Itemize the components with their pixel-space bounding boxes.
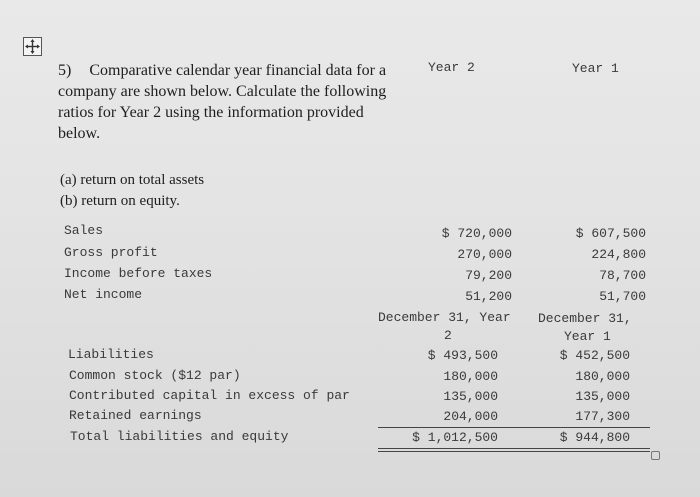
income-label-gross-profit: Gross profit xyxy=(64,245,158,260)
balance-label-retained-earnings: Retained earnings xyxy=(69,408,202,423)
balance-header-year1-line1: December 31, xyxy=(538,311,632,326)
balance-total-year2: $ 1,012,500 xyxy=(412,430,498,445)
income-label-income-before-taxes: Income before taxes xyxy=(64,266,213,281)
total-rule-top xyxy=(378,427,650,428)
income-before-taxes-year2: 79,200 xyxy=(465,268,512,283)
balance-label-liabilities: Liabilities xyxy=(68,347,154,362)
balance-header-year2-line2: 2 xyxy=(444,328,452,343)
part-a: (a) return on total assets xyxy=(60,172,205,188)
question-text: Comparative calendar year financial data for a company are shown below. Calculate the following ratios for Year 2 using the information provided below. xyxy=(58,62,387,142)
balance-common-stock-year2: 180,000 xyxy=(443,369,498,384)
income-label-sales: Sales xyxy=(64,223,104,238)
balance-retained-earnings-year1: 177,300 xyxy=(575,409,630,424)
income-net-income-year1: 51,700 xyxy=(599,289,646,304)
balance-liabilities-year1: $ 452,500 xyxy=(559,348,630,363)
income-gross-profit-year1: 224,800 xyxy=(591,247,646,262)
balance-total-year1: $ 944,800 xyxy=(559,430,630,445)
income-gross-profit-year2: 270,000 xyxy=(457,247,512,262)
balance-contributed-capital-year1: 135,000 xyxy=(575,389,630,404)
move-handle-icon[interactable] xyxy=(23,37,42,56)
question-number: 5) xyxy=(58,62,72,79)
balance-contributed-capital-year2: 135,000 xyxy=(443,389,498,404)
question-prompt xyxy=(58,60,388,144)
income-sales-year2: $ 720,000 xyxy=(441,226,512,241)
balance-label-total-liabilities-equity: Total liabilities and equity xyxy=(70,429,289,444)
balance-liabilities-year2: $ 493,500 xyxy=(427,348,498,363)
column-header-year1: Year 1 xyxy=(572,61,619,76)
balance-header-year2-line1: December 31, Year xyxy=(378,310,511,325)
income-net-income-year2: 51,200 xyxy=(465,289,512,304)
total-double-rule-2 xyxy=(378,451,650,452)
total-double-rule-1 xyxy=(378,448,650,449)
income-sales-year1: $ 607,500 xyxy=(575,226,646,241)
question-parts xyxy=(60,170,360,212)
income-label-net-income: Net income xyxy=(64,287,143,302)
balance-retained-earnings-year2: 204,000 xyxy=(443,409,498,424)
balance-common-stock-year1: 180,000 xyxy=(575,369,630,384)
balance-header-year1-line2: Year 1 xyxy=(564,329,611,344)
resize-corner-icon[interactable] xyxy=(651,451,660,460)
part-b: (b) return on equity. xyxy=(60,193,180,209)
balance-label-contributed-capital: Contributed capital in excess of par xyxy=(69,388,350,403)
balance-label-common-stock: Common stock ($12 par) xyxy=(69,368,241,383)
income-before-taxes-year1: 78,700 xyxy=(599,268,646,283)
column-header-year2: Year 2 xyxy=(428,60,475,75)
